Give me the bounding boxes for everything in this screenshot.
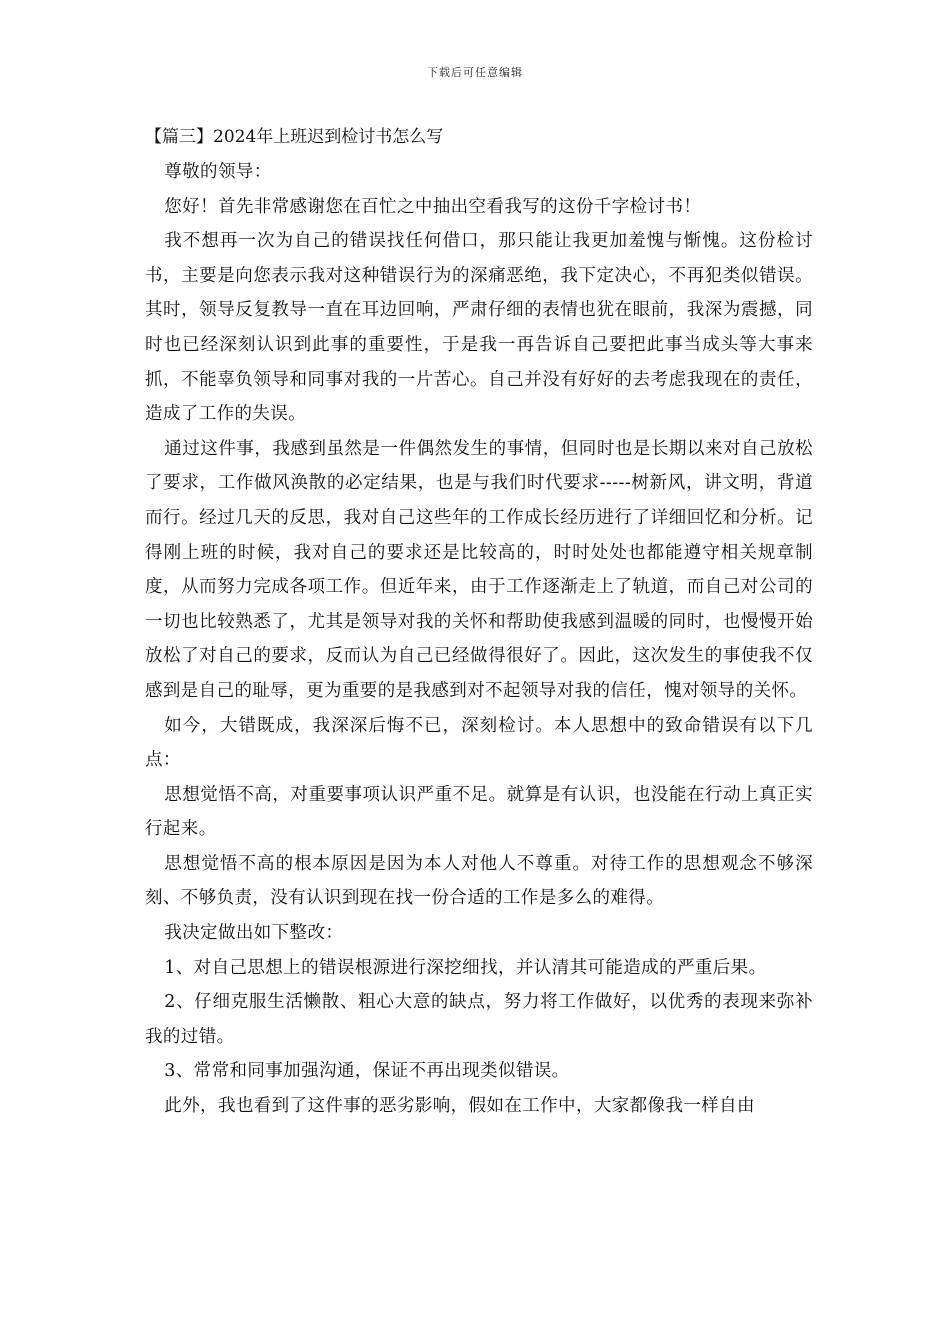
body-paragraph-1: 我不想再一次为自己的错误找任何借口，那只能让我更加羞愧与惭愧。这份检讨书，主要是向您表示我对这种错误行为的深痛恶绝，我下定决心，不再犯类似错误。其时，领导反复教导一直在耳边回响，严肃仔细的表情也犹在眼前，我深为震撼，同时也已经深刻认识到此事的重要性，于是我一再告诉自己要把此事当成头等大事来抓，不能辜负领导和同事对我的一片苦心。自己并没有好好的去考虑我现在的责任，造成了工作的失误。: [145, 231, 813, 425]
body-paragraph-5: 思想觉悟不高的根本原因是因为本人对他人不尊重。对待工作的思想观念不够深刻、不够负责，没有认识到现在找一份合适的工作是多么的难得。: [145, 853, 813, 909]
header-note: 下载后可任意编辑: [427, 66, 523, 79]
document-title: 【篇三】2024年上班迟到检讨书怎么写: [145, 127, 444, 147]
body-paragraph-6: 我决定做出如下整改：: [164, 923, 344, 944]
salutation: 尊敬的领导：: [164, 162, 272, 182]
list-item-1: 1、对自己思想上的错误根源进行深挖细找，并认清其可能造成的严重后果。: [164, 957, 767, 978]
body-paragraph-2: 通过这件事，我感到虽然是一件偶然发生的事情，但同时也是长期以来对自己放松了要求，工作做风涣散的必定结果，也是与我们时代要求-----树新风，讲文明，背道而行。经过几天的反思，我对自己这些年的工作成长经历进行了详细回忆和分析。记得刚上班的时候，我对自己的要求还是比较高的，时时处处也都能遵守相关规章制度，从而努力完成各项工作。但近年来，由于工作逐渐走上了轨道，而自己对公司的一切也比较熟悉了，尤其是领导对我的关怀和帮助使我感到温暖的同时，也慢慢开始放松了对自己的要求，反而认为自己已经做得很好了。因此，这次发生的事使我不仅感到是自己的耻辱，更为重要的是我感到对不起领导对我的信任，愧对领导的关怀。: [145, 438, 813, 701]
list-item-2: 2、仔细克服生活懒散、粗心大意的缺点，努力将工作做好，以优秀的表现来弥补我的过错。: [145, 992, 813, 1047]
document-body: [145, 119, 813, 1124]
body-paragraph-7: 此外，我也看到了这件事的恶劣影响，假如在工作中，大家都像我一样自由: [164, 1096, 755, 1117]
greeting-paragraph: 您好！首先非常感谢您在百忙之中抽出空看我写的这份千字检讨书！: [164, 196, 702, 217]
body-paragraph-4: 思想觉悟不高，对重要事项认识严重不足。就算是有认识，也没能在行动上真正实行起来。: [145, 784, 813, 840]
body-paragraph-3: 如今，大错既成，我深深后悔不已，深刻检讨。本人思想中的致命错误有以下几点：: [145, 715, 813, 771]
list-item-3: 3、常常和同事加强沟通，保证不再出现类似错误。: [164, 1061, 570, 1082]
